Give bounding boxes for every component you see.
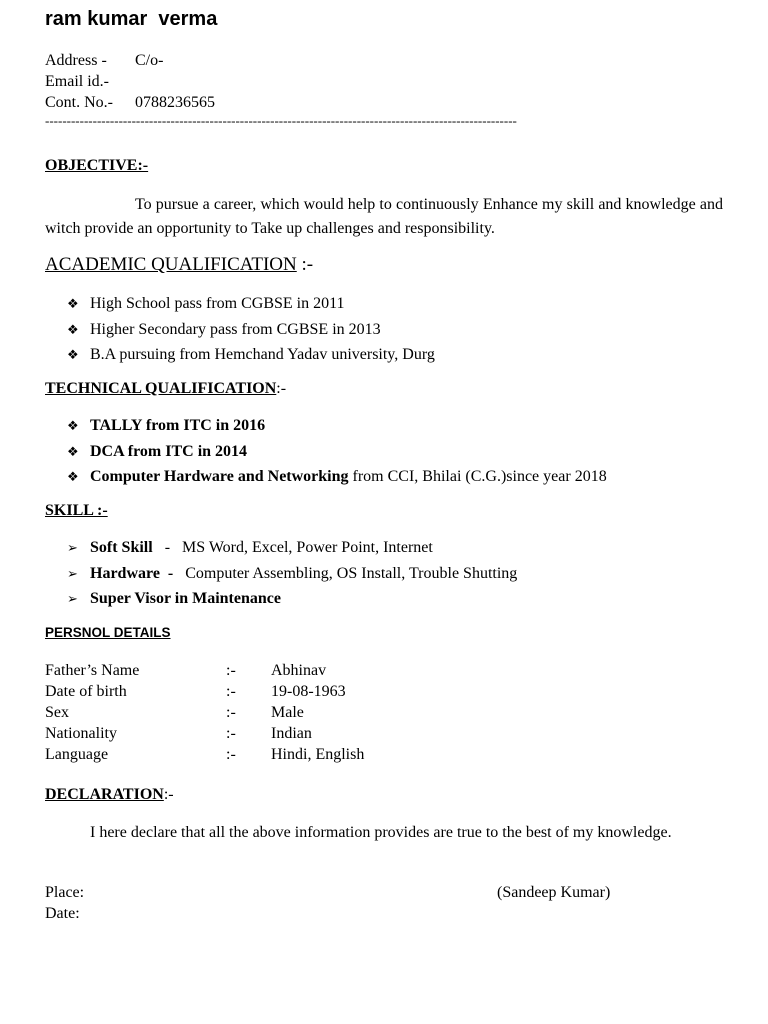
list-item: ➢ Soft Skill - MS Word, Excel, Power Point, Internet — [67, 536, 517, 562]
address-row — [45, 50, 215, 71]
academic-heading: ACADEMIC QUALIFICATION :- — [45, 254, 314, 275]
contact-number-label: Cont. No.- — [45, 94, 113, 111]
address-value: C/o- — [135, 52, 164, 69]
list-item: ❖ DCA from ITC in 2014 — [67, 440, 607, 466]
email-row — [45, 71, 215, 92]
list-item: ❖ B.A pursuing from Hemchand Yadav university, Durg — [67, 343, 435, 369]
email-label: Email id.- — [45, 73, 109, 90]
personal-details-table — [45, 660, 364, 765]
objective-heading: OBJECTIVE:- — [45, 157, 149, 174]
list-item: ❖ TALLY from ITC in 2016 — [67, 414, 607, 440]
table-row: Father’s Name :- Abhinav — [45, 662, 327, 679]
contact-number-row — [45, 92, 215, 113]
list-item: ➢ Hardware - Computer Assembling, OS Install, Trouble Shutting — [67, 562, 517, 588]
arrow-bullet-icon: ➢ — [67, 592, 78, 607]
table-row: Nationality :- Indian — [45, 725, 312, 742]
list-item: ❖ Higher Secondary pass from CGBSE in 2013 — [67, 318, 435, 344]
table-row: Date of birth :- 19-08-1963 — [45, 683, 346, 700]
declaration-text: I here declare that all the above information provides are true to the best of my knowledge. — [90, 824, 672, 841]
diamond-bullet-icon: ❖ — [67, 470, 79, 485]
place-label: Place: — [45, 884, 85, 901]
dashed-divider: ------------------------------------------------------------------------------------------------------------- — [45, 113, 517, 128]
arrow-bullet-icon: ➢ — [67, 566, 78, 582]
diamond-bullet-icon: ❖ — [67, 444, 79, 460]
academic-list — [67, 292, 435, 369]
contact-block — [45, 50, 215, 113]
skill-list — [67, 536, 517, 613]
table-row: Sex :- Male — [45, 704, 304, 721]
address-label: Address - — [45, 52, 107, 69]
diamond-bullet-icon: ❖ — [67, 348, 79, 363]
list-item: ❖ High School pass from CGBSE in 2011 — [67, 292, 435, 318]
diamond-bullet-icon: ❖ — [67, 322, 79, 338]
technical-heading: TECHNICAL QUALIFICATION:- — [45, 380, 287, 397]
candidate-name: ram kumar verma — [45, 8, 218, 30]
list-item: ➢ Super Visor in Maintenance — [67, 587, 517, 613]
personal-details-heading: PERSNOL DETAILS — [45, 625, 171, 640]
objective-text: To pursue a career, which would help to continuously Enhance my skill and knowledge and witch provide an opportunity to Take up challenges and responsibility. — [45, 196, 723, 237]
signature-name: (Sandeep Kumar) — [497, 884, 611, 901]
contact-number-value: 0788236565 — [135, 94, 215, 111]
diamond-bullet-icon: ❖ — [67, 297, 79, 312]
diamond-bullet-icon: ❖ — [67, 419, 79, 434]
table-row: Language :- Hindi, English — [45, 746, 365, 763]
arrow-bullet-icon: ➢ — [67, 541, 78, 556]
declaration-heading: DECLARATION:- — [45, 786, 174, 803]
list-item: ❖ Computer Hardware and Networking from CCI, Bhilai (C.G.)since year 2018 — [67, 465, 607, 491]
signature-block — [45, 882, 725, 924]
technical-list — [67, 414, 607, 491]
date-label: Date: — [45, 905, 80, 922]
skill-heading: SKILL :- — [45, 502, 108, 519]
